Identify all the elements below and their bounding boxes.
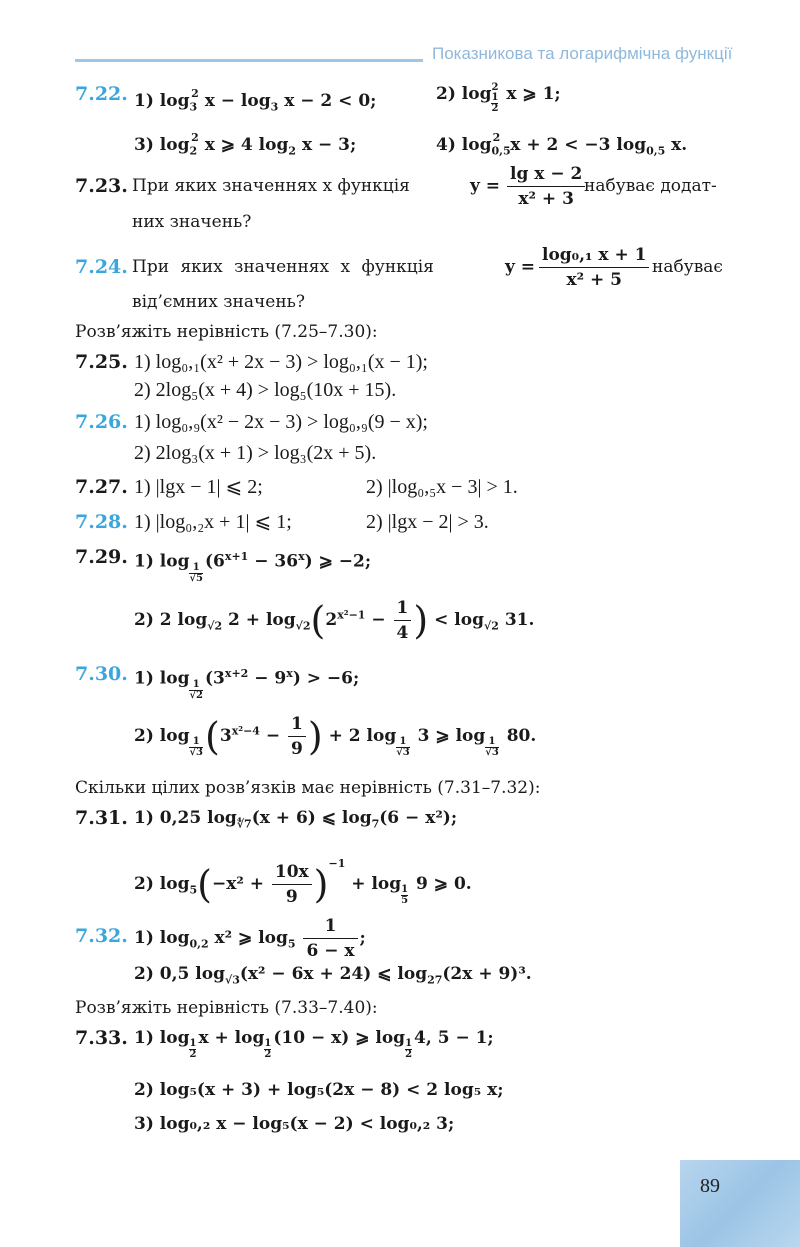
item-1: 1) 0,25 $\log_{∜7}(x + 6)$ ⩽ $\log_7(6 - x^2)$; (134, 808, 458, 831)
item-2: 2) log 2 1 2 x ⩾ 1; (436, 82, 561, 114)
item-1: 1) log $\frac{1}{√5}$ $(6^{x+1} - 36^x)$ ⩾ −2; (134, 550, 372, 584)
function-y: y = (470, 176, 501, 196)
problem-text: При яких значеннях x функція (132, 176, 410, 196)
problem-number: 7.27. (75, 476, 128, 498)
problem-number: 7.25. (75, 351, 128, 373)
problem-number: 7.32. (75, 925, 128, 947)
fraction: $\frac{\text{log₀,₁ x + 1}}{\text{x² + 5}}$ (539, 243, 649, 292)
item-2: 2) log $\frac{1}{√3}$ ($3^{x^2-4}$ − $\frac{1}{9}$ ) + 2 log $\frac{1}{√3}$ 3 ⩾ log $\frac{1}{√3}$ 80. (134, 714, 537, 759)
problem-number: 7.33. (75, 1027, 128, 1049)
problem-number: 7.23. (75, 175, 128, 197)
item-2: 2) |lgx − 2| > 3. (366, 511, 489, 533)
fraction: $\frac{\text{lg x − 2}}{\text{x² + 3}}$ (507, 162, 585, 211)
item-3: 3) log₀,₂ x − log₅(x − 2) < log₀,₂ 3; (134, 1114, 455, 1134)
item-1: 1) log $\frac{1}{2}$ x + log $\frac{1}{2}$ (10 − x) ⩾ log $\frac{1}{2}$ 4, 5 − 1; (134, 1028, 494, 1060)
problem-number: 7.31. (75, 807, 128, 829)
item-2: 2) $\log_5(-x^2$ + $\frac{10x}{9}$ )$^{-1}$ + log $\frac{1}{5}$ 9 ⩾ 0. (134, 857, 472, 907)
problem-number: 7.26. (75, 411, 128, 433)
item-2: 2) 2log₃(x + 1) > log₃(2x + 5). (134, 442, 377, 464)
item-1: 1) $\log_{0,2} x^2$ ⩾ $\log_5$ $\frac{1}{6 - x}$ ; (134, 916, 366, 961)
problem-number: 7.22. (75, 83, 128, 105)
problem-text-cont: від’ємних значень? (132, 292, 306, 312)
item-1: 1) log $\frac{1}{√2}$ $(3^{x+2} - 9^x) > -6$; (134, 667, 360, 701)
item-2: 2) log₅(x + 3) + log₅(2x − 8) < 2 log₅ x; (134, 1080, 504, 1100)
item-2: 2) 2 $\log_{√2} 2 + \log_{√2}(2^{x^2-1}$ − $\frac{1}{4}$ ) < $\log_{√2} 31$. (134, 598, 535, 643)
function-y: y = (505, 257, 536, 277)
problem-number: 7.29. (75, 546, 128, 568)
item-1: 1) log₀,₉(x² − 2x − 3) > log₀,₉(9 − x); (134, 411, 428, 433)
page-corner-decoration (680, 1160, 800, 1247)
item-2: 2) |log₀,₅x − 3| > 1. (366, 476, 518, 498)
problem-text-end: набуває (652, 257, 723, 277)
problem-text: При яких значеннях x функція (132, 257, 434, 277)
header-title: Показникова та логарифмічна функції (432, 44, 733, 63)
header-rule (75, 59, 423, 62)
item-3: 3) $\log_2^2 x$ ⩾ 4 $\log_2 x - 3$; (134, 131, 357, 158)
item-1: 1) |lgx − 1| ⩽ 2; (134, 476, 263, 498)
problem-number: 7.24. (75, 256, 128, 278)
item-4: 4) $\log_{0,5}^2 x + 2 < -3$ $\log_{0,5} x$. (436, 131, 688, 158)
item-1: 1) log₀,₁(x² + 2x − 3) > log₀,₁(x − 1); (134, 351, 428, 373)
item-1: 1) $\log_3^2 x - \log_3 x - 2 < 0$; (134, 87, 377, 114)
page-number: 89 (700, 1175, 720, 1197)
problem-text-end: набуває додат- (584, 176, 717, 196)
item-2: 2) 2log₅(x + 4) > log₅(10x + 15). (134, 379, 397, 401)
item-2: 2) 0,5 $\log_{√3}(x^2 - 6x + 24)$ ⩽ $\log_{27}(2x + 9)^3$. (134, 964, 532, 987)
problem-number: 7.28. (75, 511, 128, 533)
problem-number: 7.30. (75, 663, 128, 685)
problem-text-cont: них значень? (132, 212, 252, 232)
item-1: 1) |log₀,₂x + 1| ⩽ 1; (134, 511, 292, 533)
